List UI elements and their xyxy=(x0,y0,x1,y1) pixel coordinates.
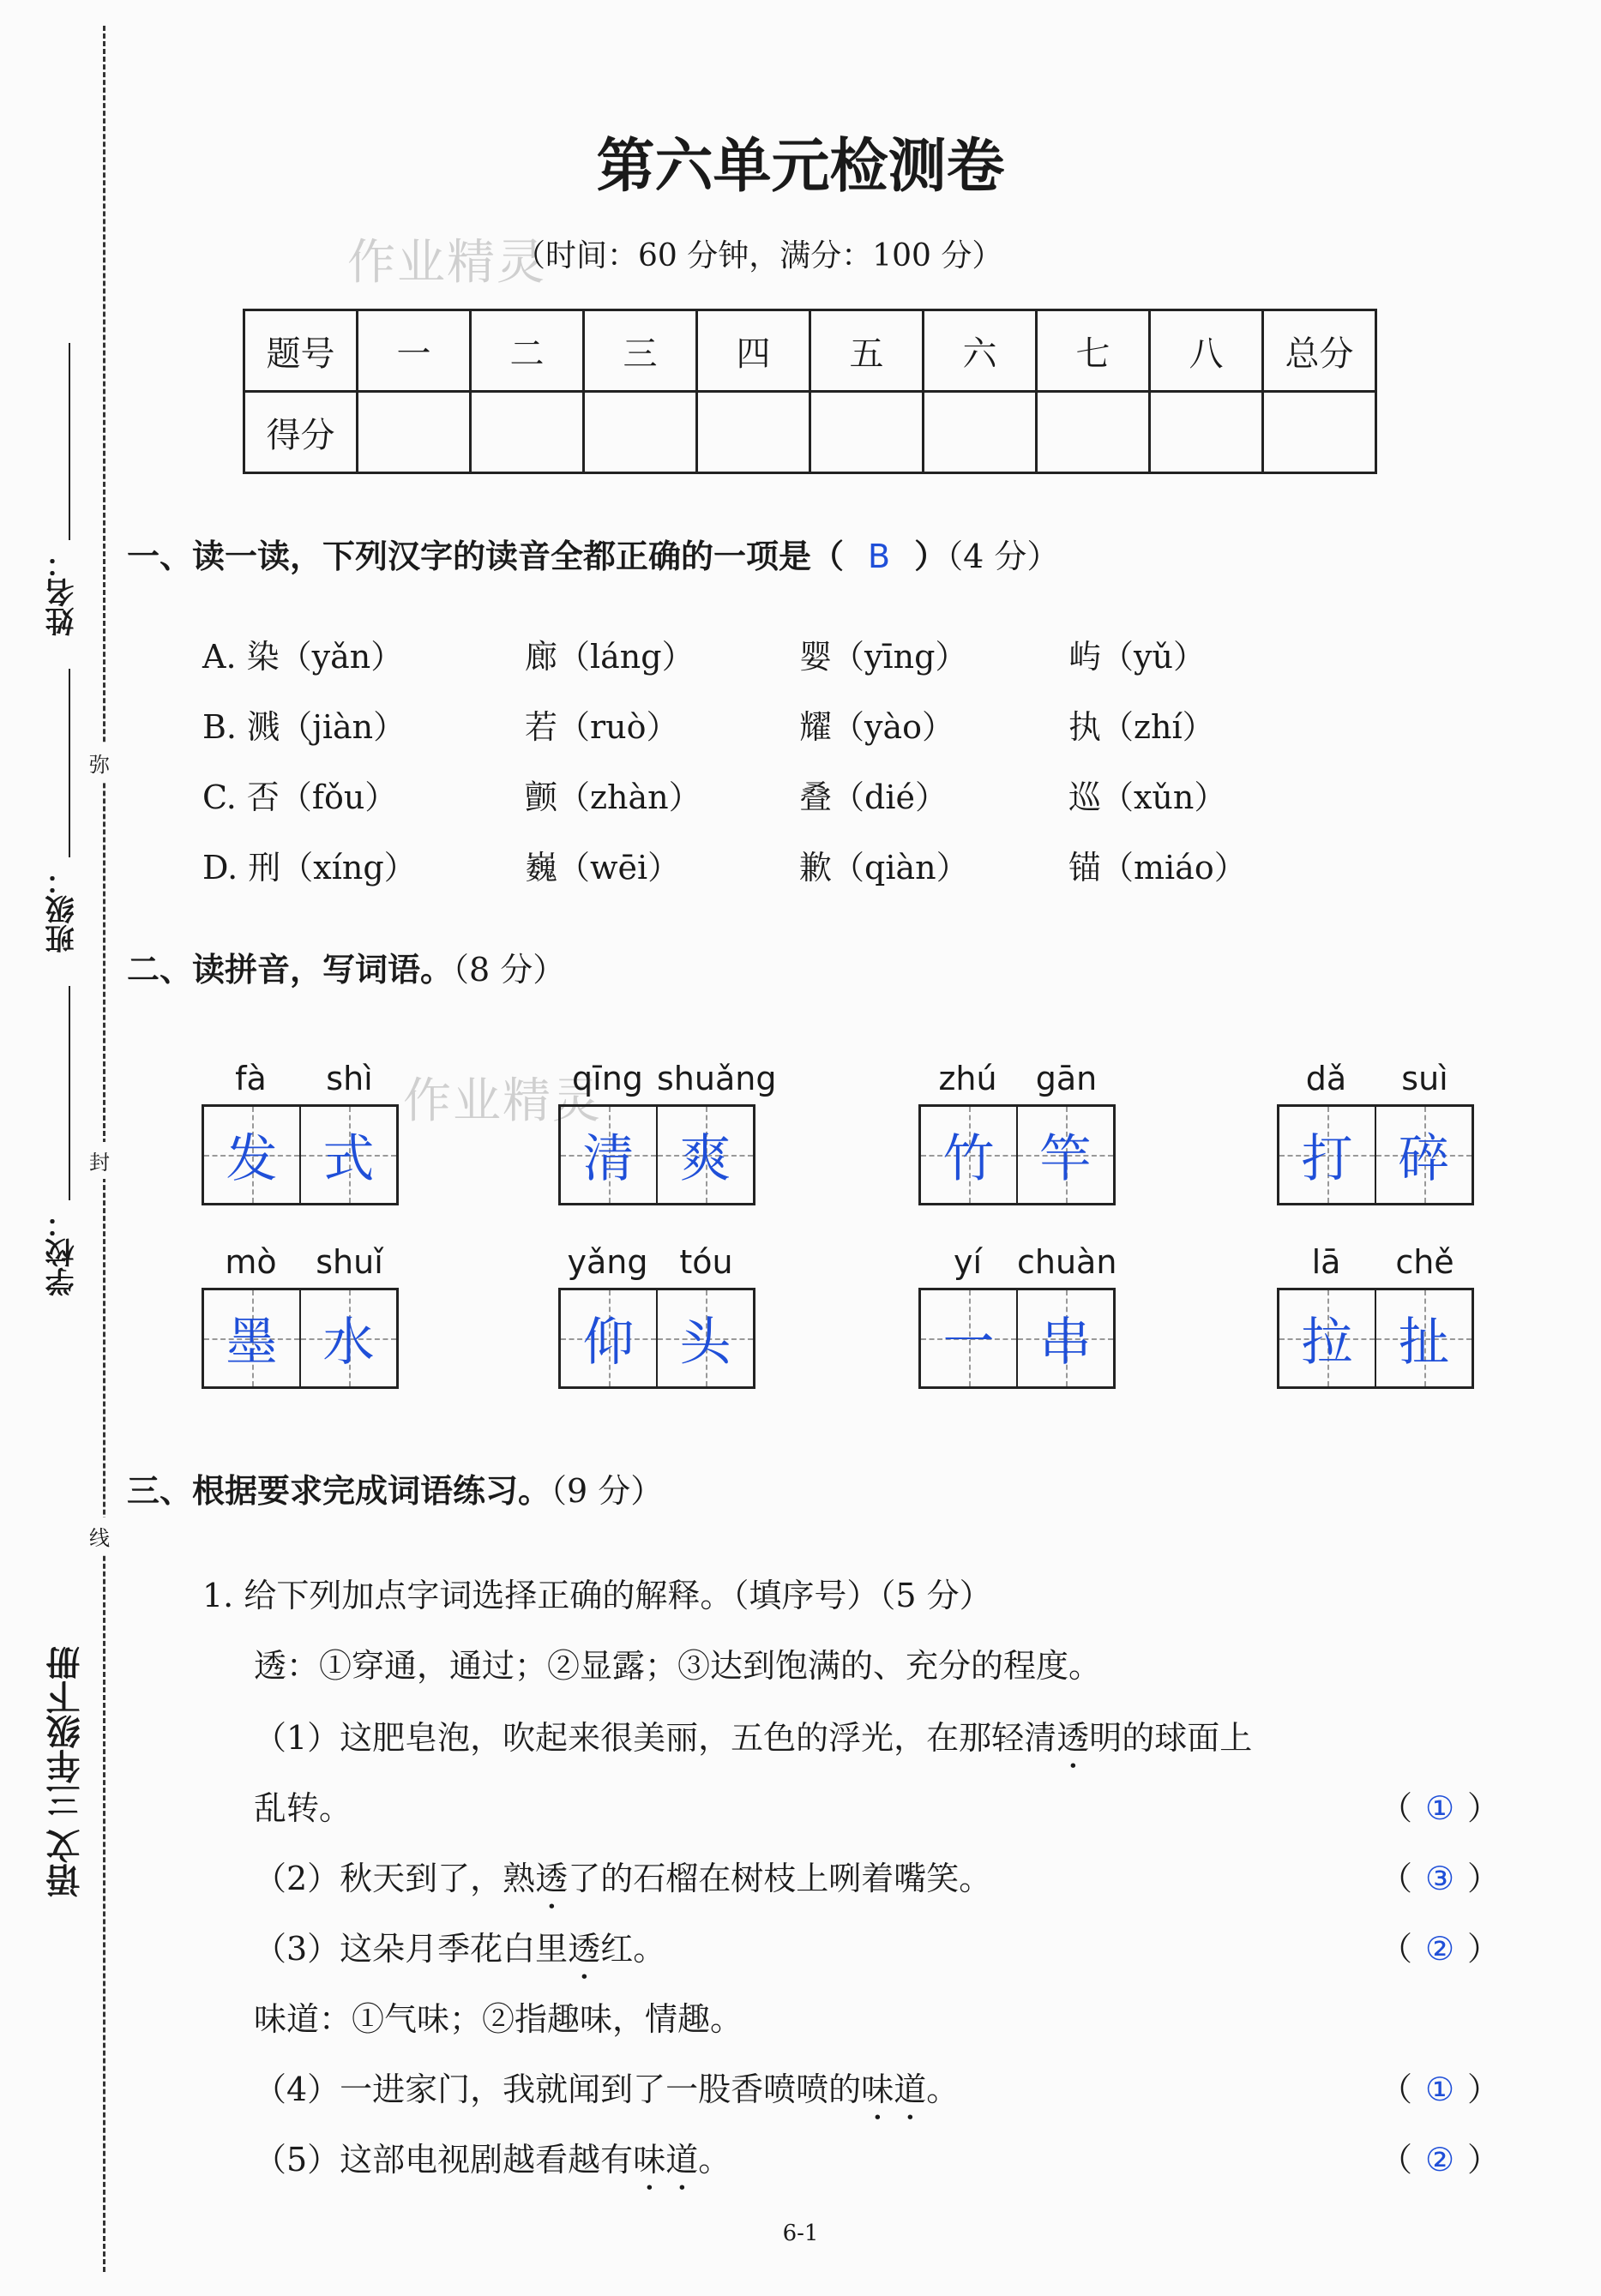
pinyin: tóu xyxy=(679,1243,733,1281)
score-cell[interactable] xyxy=(810,392,924,473)
option-c-3: 叠（dié） xyxy=(799,778,948,816)
school-underline xyxy=(69,986,70,1200)
section2-title xyxy=(127,943,565,990)
written-char: 头 xyxy=(679,1313,731,1373)
pinyin: suì xyxy=(1401,1060,1448,1097)
page-subtitle: （时间：60 分钟，满分：100 分） xyxy=(515,238,1003,273)
section1-answer: B xyxy=(868,538,891,575)
score-cell[interactable] xyxy=(358,392,471,473)
score-cell[interactable] xyxy=(1037,392,1150,473)
sentence-text: 了的石榴在树枝上咧着嘴笑。 xyxy=(568,1860,992,1897)
paren: （ xyxy=(1379,2141,1412,2179)
section3-points: （9 分） xyxy=(551,1472,664,1510)
dotted-char: 透 xyxy=(568,1930,601,1968)
written-char: 碎 xyxy=(1398,1129,1450,1189)
sentence-5 xyxy=(254,2133,731,2197)
sentence-text: （4）一进家门，我就闻到了一股香喷喷的 xyxy=(254,2071,862,2108)
score-cell[interactable] xyxy=(584,392,697,473)
section2-title-text: 二、读拼音，写词语。 xyxy=(127,951,454,989)
written-char: 墨 xyxy=(226,1313,278,1373)
option-b-1: B. 溅（jiàn） xyxy=(202,708,406,746)
option-c-2: 颤（zhàn） xyxy=(525,778,701,816)
option-b-4: 执（zhí） xyxy=(1068,708,1215,746)
character-box[interactable] xyxy=(1277,1104,1474,1205)
written-char: 竹 xyxy=(942,1129,995,1189)
option-d-4: 锚（miáo） xyxy=(1068,849,1247,887)
sentence-1-line2: 乱转。 xyxy=(254,1789,352,1827)
character-box[interactable] xyxy=(202,1288,399,1389)
paren: （ xyxy=(1379,1930,1412,1968)
option-row-a xyxy=(202,630,1317,682)
sentence-text: 红。 xyxy=(600,1930,666,1968)
written-char: 式 xyxy=(322,1129,375,1189)
seal-char-xian: 线 xyxy=(89,1518,110,1554)
pinyin-word-8 xyxy=(1277,1243,1474,1389)
score-cell[interactable] xyxy=(697,392,810,473)
option-c-4: 巡（xǔn） xyxy=(1068,778,1227,816)
section3-title-text: 三、根据要求完成词语练习。 xyxy=(127,1472,551,1510)
score-cell[interactable] xyxy=(1263,392,1376,473)
option-a-3: 婴（yīng） xyxy=(799,638,968,676)
option-b-3: 耀（yào） xyxy=(799,708,955,746)
pinyin: chě xyxy=(1395,1243,1454,1281)
page-number: 6-1 xyxy=(782,2221,819,2246)
pinyin: qīng xyxy=(572,1060,643,1097)
school-label: 学校： xyxy=(45,1209,80,1296)
pinyin: shì xyxy=(326,1060,373,1097)
seal-char-feng: 封 xyxy=(89,1142,110,1179)
pinyin-word-4 xyxy=(1277,1060,1474,1205)
sentence-text: 明的球面上 xyxy=(1089,1719,1253,1757)
written-char: 水 xyxy=(322,1313,375,1373)
class-label: 班级： xyxy=(45,866,80,953)
option-row-d xyxy=(202,841,1317,893)
definition-weidao: 味道：①气味；②指趣味，情趣。 xyxy=(254,2000,743,2038)
pinyin-word-3 xyxy=(918,1060,1116,1205)
dotted-char: 透 xyxy=(535,1860,569,1897)
written-char: 一 xyxy=(942,1313,995,1373)
section2-points: （8 分） xyxy=(453,951,566,989)
paren: （ xyxy=(1379,1860,1412,1897)
score-header-cell: 四 xyxy=(697,310,810,392)
option-a-4: 屿（yǔ） xyxy=(1068,638,1206,676)
section1-title xyxy=(127,530,1059,577)
page-title: 第六单元检测卷 xyxy=(596,132,1005,201)
pinyin: fà xyxy=(235,1060,267,1097)
sentence-1-line1 xyxy=(254,1711,1252,1776)
answer-3 xyxy=(1380,1922,1500,1969)
question-1: 1. 给下列加点字词选择正确的解释。（填序号）（5 分） xyxy=(202,1577,992,1614)
dotted-char: 味道 xyxy=(633,2141,699,2179)
paren: （ xyxy=(1379,1789,1412,1827)
score-header-cell: 三 xyxy=(584,310,697,392)
option-c-1: C. 否（fǒu） xyxy=(202,778,398,816)
paren: ） xyxy=(1466,2071,1500,2108)
sentence-text: （2）秋天到了，熟 xyxy=(254,1860,536,1897)
written-char: 竿 xyxy=(1039,1129,1092,1189)
option-a-2: 廊（láng） xyxy=(525,638,695,676)
sentence-text: （5）这部电视剧越看越有 xyxy=(254,2141,634,2179)
sentence-text: 。 xyxy=(926,2071,960,2108)
written-char: 爽 xyxy=(679,1129,731,1189)
sentence-3 xyxy=(254,1922,665,1986)
score-header-cell: 总分 xyxy=(1263,310,1376,392)
dotted-char: 透 xyxy=(1056,1719,1090,1757)
watermark-top: 作业精灵 xyxy=(347,235,546,291)
character-box[interactable] xyxy=(918,1104,1116,1205)
pinyin: zhú xyxy=(938,1060,997,1097)
score-table xyxy=(243,309,1377,474)
written-char: 清 xyxy=(582,1129,635,1189)
pinyin: mò xyxy=(225,1243,277,1281)
score-cell[interactable] xyxy=(471,392,584,473)
option-row-c xyxy=(202,771,1317,822)
sentence-text: （3）这朵月季花白里 xyxy=(254,1930,569,1968)
written-char: 发 xyxy=(226,1129,278,1189)
seal-char-mi: 弥 xyxy=(89,744,110,781)
answer-value: ③ xyxy=(1424,1860,1455,1897)
pinyin: lā xyxy=(1311,1243,1341,1281)
sentence-text: （1）这肥皂泡，吹起来很美丽，五色的浮光，在那轻清 xyxy=(254,1719,1057,1757)
pinyin: shuǎng xyxy=(657,1060,777,1097)
sentence-text: 。 xyxy=(698,2141,731,2179)
sentence-2 xyxy=(254,1852,991,1916)
written-char: 串 xyxy=(1039,1313,1092,1373)
dotted-char: 味道 xyxy=(861,2071,927,2108)
pinyin: dǎ xyxy=(1305,1060,1347,1097)
pinyin-word-1 xyxy=(202,1060,399,1205)
character-box[interactable] xyxy=(918,1288,1116,1389)
written-char: 仰 xyxy=(582,1313,635,1373)
pinyin-word-2 xyxy=(558,1060,777,1205)
book-label: 语文 三年级下册 xyxy=(45,1646,86,1898)
option-b-2: 若（ruò） xyxy=(525,708,679,746)
score-header-cell: 七 xyxy=(1037,310,1150,392)
pinyin-word-5 xyxy=(202,1243,399,1389)
pinyin: yí xyxy=(953,1243,983,1281)
score-cell[interactable] xyxy=(1150,392,1263,473)
class-underline xyxy=(69,669,70,857)
score-row-label: 得分 xyxy=(244,392,358,473)
sentence-4 xyxy=(254,2063,959,2127)
paren: ） xyxy=(1466,1789,1500,1827)
pinyin-word-7 xyxy=(918,1243,1116,1389)
written-char: 扯 xyxy=(1398,1313,1450,1373)
character-box[interactable] xyxy=(558,1288,755,1389)
paren: ） xyxy=(1466,2141,1500,2179)
score-table-score-row xyxy=(244,392,1376,473)
paren: （ xyxy=(1379,2071,1412,2108)
score-cell[interactable] xyxy=(924,392,1037,473)
option-d-2: 巍（wēi） xyxy=(525,849,681,887)
answer-2 xyxy=(1380,1852,1500,1899)
section3-title xyxy=(127,1464,663,1512)
written-char: 拉 xyxy=(1301,1313,1353,1373)
answer-4 xyxy=(1380,2063,1500,2110)
score-header-cell: 五 xyxy=(810,310,924,392)
pinyin: shuǐ xyxy=(316,1243,383,1281)
definition-tou: 透：①穿通，通过；②显露；③达到饱满的、充分的程度。 xyxy=(254,1647,1102,1685)
score-header-cell: 题号 xyxy=(244,310,358,392)
section1-points: （4 分） xyxy=(947,538,1060,575)
score-table-header-row xyxy=(244,310,1376,392)
score-header-cell: 六 xyxy=(924,310,1037,392)
answer-value: ② xyxy=(1424,2141,1455,2179)
option-row-b xyxy=(202,700,1317,752)
pinyin: chuàn xyxy=(1017,1243,1117,1281)
name-label: 姓名： xyxy=(45,549,80,636)
paren: ） xyxy=(1466,1930,1500,1968)
watermark-mid: 作业精灵 xyxy=(403,1073,602,1129)
answer-1 xyxy=(1380,1782,1500,1829)
option-d-1: D. 刑（xíng） xyxy=(202,849,417,887)
answer-value: ② xyxy=(1424,1930,1455,1968)
section1-close: ） xyxy=(914,538,948,575)
answer-5 xyxy=(1380,2133,1500,2180)
pinyin: yǎng xyxy=(567,1243,648,1281)
name-underline xyxy=(69,343,70,540)
option-d-3: 歉（qiàn） xyxy=(799,849,969,887)
score-header-cell: 一 xyxy=(358,310,471,392)
pinyin-word-6 xyxy=(558,1243,755,1389)
character-box[interactable] xyxy=(558,1104,755,1205)
section1-title-text: 一、读一读，下列汉字的读音全都正确的一项是（ xyxy=(127,538,845,575)
pinyin: gān xyxy=(1035,1060,1098,1097)
character-box[interactable] xyxy=(202,1104,399,1205)
option-a-1: A. 染（yǎn） xyxy=(202,638,404,676)
written-char: 打 xyxy=(1301,1129,1353,1189)
answer-value: ① xyxy=(1424,2071,1455,2108)
character-box[interactable] xyxy=(1277,1288,1474,1389)
answer-value: ① xyxy=(1424,1789,1455,1827)
paren: ） xyxy=(1466,1860,1500,1897)
score-header-cell: 二 xyxy=(471,310,584,392)
score-header-cell: 八 xyxy=(1150,310,1263,392)
